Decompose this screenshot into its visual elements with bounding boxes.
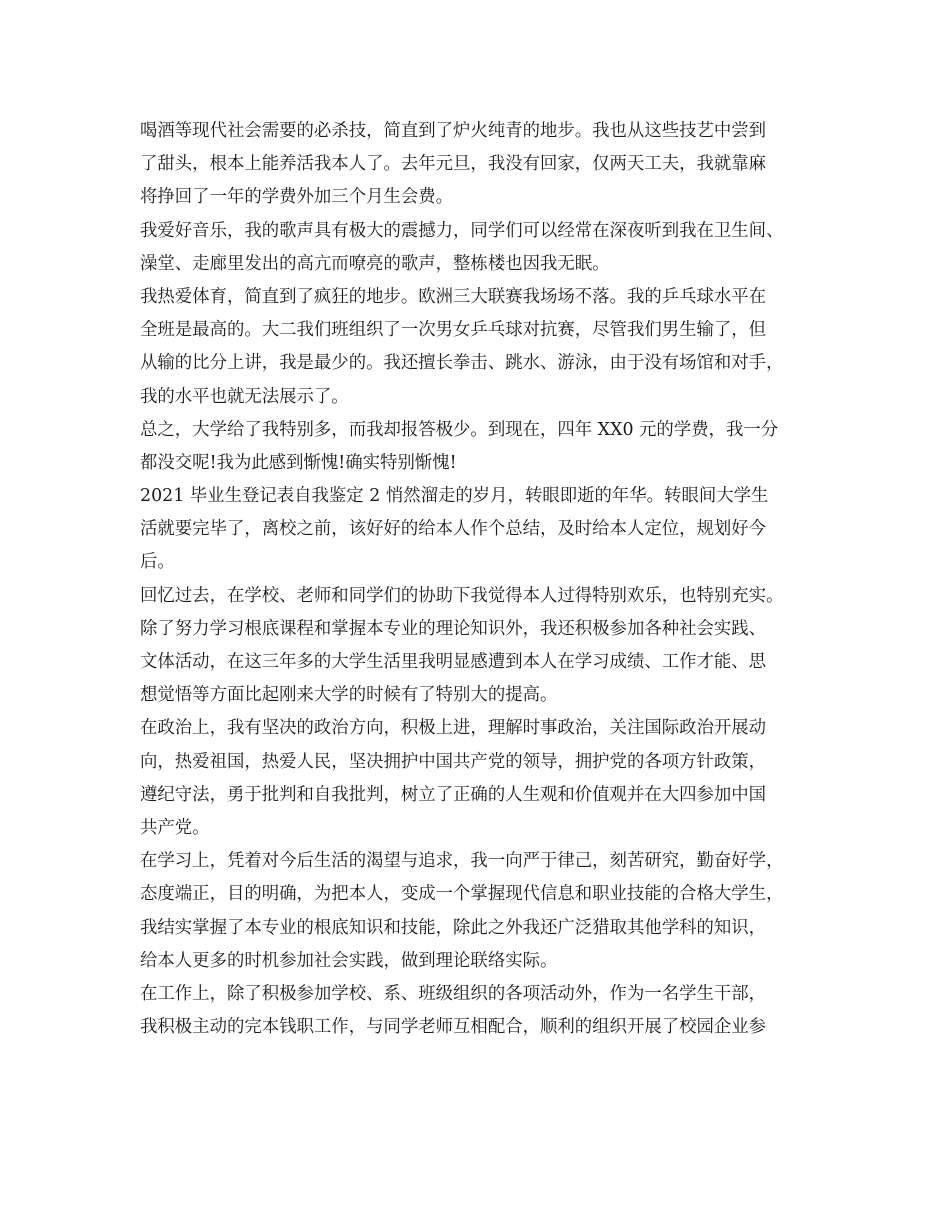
text-line: 向，热爱祖国，热爱人民，坚决拥护中国共产党的领导，拥护党的各项方针政策， [140,751,767,772]
text-line: 全班是最高的。大二我们班组织了一次男女乒乓球对抗赛，尽管我们男生输了，但 [140,320,767,341]
text-line: 除了努力学习根底课程和掌握本专业的理论知识外，我还积极参加各种社会实践、 [140,618,767,639]
text-line: 活就要完毕了，离校之前，该好好的给本人作个总结，及时给本人定位，规划好今 [140,519,767,540]
text-line: 共产党。 [140,817,210,838]
text-line: 我结实掌握了本专业的根底知识和技能，除此之外我还广泛猎取其他学科的知识， [140,917,767,938]
text-line: 了甜头，根本上能养活我本人了。去年元旦，我没有回家，仅两天工夫，我就靠麻 [140,154,767,175]
text-line: 2021 毕业生登记表自我鉴定 2 悄然溜走的岁月，转眼即逝的年华。转眼间大学生 [140,486,769,507]
text-line: 在政治上，我有坚决的政治方向，积极上进，理解时事政治，关注国际政治开展动 [140,718,767,739]
text-line: 在学习上，凭着对今后生活的渴望与追求，我一向严于律己，刻苦研究，勤奋好学， [140,851,784,872]
text-line: 我爱好音乐，我的歌声具有极大的震撼力，同学们可以经常在深夜听到我在卫生间、 [140,220,784,241]
text-line: 将挣回了一年的学费外加三个月生会费。 [140,187,454,208]
text-line: 我的水平也就无法展示了。 [140,386,349,407]
text-line: 文体活动，在这三年多的大学生活里我明显感遭到本人在学习成绩、工作才能、思 [140,652,767,672]
text-line: 在工作上，除了积极参加学校、系、班级组织的各项活动外，作为一名学生干部， [140,983,767,1004]
text-line: 都没交呢!我为此感到惭愧!确实特别惭愧! [140,452,457,473]
text-line: 遵纪守法，勇于批判和自我批判，树立了正确的人生观和价值观并在大四参加中国 [140,784,767,805]
text-line: 我热爱体育，简直到了疯狂的地步。欧洲三大联赛我场场不落。我的乒乓球水平在 [140,286,767,307]
text-line: 总之，大学给了我特别多，而我却报答极少。到现在，四年 XX0 元的学费，我一分 [140,419,779,440]
document-body [140,115,830,1044]
text-line: 澡堂、走廊里发出的高亢而嘹亮的歌声，整栋楼也因我无眠。 [140,253,610,274]
text-line: 我积极主动的完本钱职工作，与同学老师互相配合，顺利的组织开展了校园企业参 [140,1017,767,1038]
text-line: 喝酒等现代社会需要的必杀技，简直到了炉火纯青的地步。我也从这些技艺中尝到 [140,121,767,141]
text-line: 从输的比分上讲，我是最少的。我还擅长拳击、跳水、游泳，由于没有场馆和对手， [140,353,784,374]
text-line: 后。 [140,552,175,573]
text-line: 回忆过去，在学校、老师和同学们的协助下我觉得本人过得特别欢乐，也特别充实。 [140,585,784,606]
text-line: 想觉悟等方面比起刚来大学的时候有了特别大的提高。 [140,685,558,706]
text-line: 给本人更多的时机参加社会实践，做到理论联络实际。 [140,950,558,971]
text-line: 态度端正，目的明确，为把本人，变成一个掌握现代信息和职业技能的合格大学生， [140,884,784,905]
